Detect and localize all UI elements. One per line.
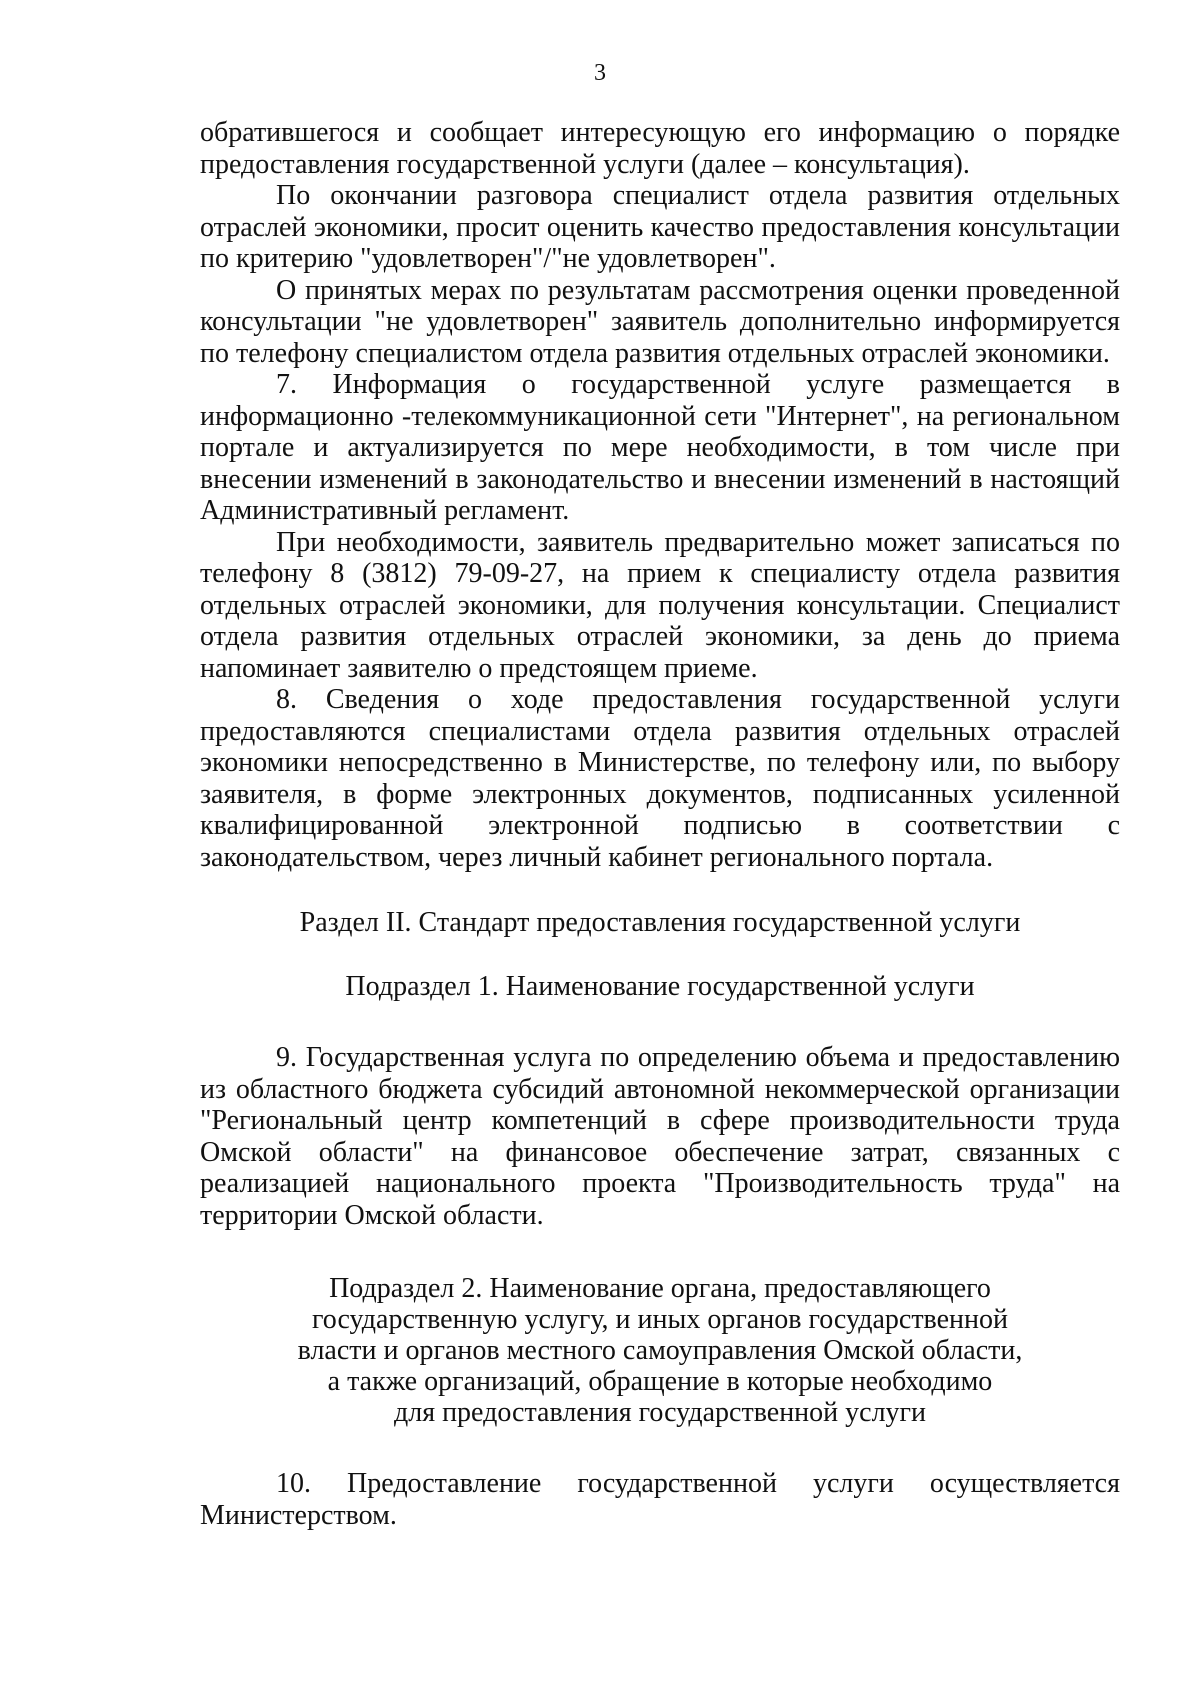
paragraph-not-satisfied: О принятых мерах по результатам рассмотрения оценки проведенной консультации "не удовлетворен" заявитель дополнительно информируется по телефону специалистом отдела развития отдельных отраслей экономики.: [200, 274, 1120, 369]
subsection-2-heading-line: для предоставления государственной услуги: [393, 1397, 927, 1428]
paragraph-continuation: обратившегося и сообщает интересующую его информацию о порядке предоставления государственной услуги (далее – консультация).: [200, 117, 1120, 180]
subsection-2-heading: [200, 1273, 1120, 1428]
subsection-1-heading: Подраздел 1. Наименование государственной услуги: [345, 970, 975, 1002]
subsection-2-heading-line: власти и органов местного самоуправления Омской области,: [297, 1335, 1023, 1366]
paragraph-consultation-evaluation: По окончании разговора специалист отдела развития отдельных отраслей экономики, просит оценить качество предоставления консультации по критерию "удовлетворен"/"не удовлетворен".: [200, 180, 1120, 274]
paragraph-appointment: При необходимости, заявитель предварительно может записаться по телефону 8 (3812) 79-09-27, на прием к специалисту отдела развития отдельных отраслей экономики, для получения консультации. Специалист отдела развития отдельных отраслей экономики, за день до приема напоминает заявителю о предстоящем приеме.: [200, 526, 1120, 684]
paragraph-10: 10. Предоставление государственной услуги осуществляется Министерством.: [200, 1468, 1120, 1531]
paragraph-7: 7. Информация о государственной услуге размещается в информационно -телекоммуникационной сети "Интернет", на региональном портале и актуализируется по мере необходимости, в том числе при внесении изменений в законодательство и внесении изменений в настоящий Административный регламент.: [200, 369, 1120, 526]
page-number: 3: [594, 60, 606, 86]
subsection-2-heading-line: а также организаций, обращение в которые необходимо: [327, 1366, 993, 1397]
paragraph-8: 8. Сведения о ходе предоставления государственной услуги предоставляются специалистами отдела развития отдельных отраслей экономики непосредственно в Министерстве, по телефону или, по выбору заявителя, в форме электронных документов, подписанных усиленной квалифицированной электронной подписью в соответствии с законодательством, через личный кабинет регионального портала.: [200, 684, 1120, 873]
document-body: [200, 117, 1120, 1531]
section-heading: Раздел II. Стандарт предоставления государственной услуги: [299, 907, 1021, 938]
subsection-2-heading-line: государственную услугу, и иных органов государственной: [311, 1304, 1008, 1335]
paragraph-9: 9. Государственная услуга по определению объема и предоставлению из областного бюджета субсидий автономной некоммерческой организации "Региональный центр компетенций в сфере производительности труда Омской области" на финансовое обеспечение затрат, связанных с реализацией национального проекта "Производительность труда" на территории Омской области.: [200, 1042, 1120, 1231]
subsection-2-heading-line: Подраздел 2. Наименование органа, предоставляющего: [329, 1273, 991, 1304]
